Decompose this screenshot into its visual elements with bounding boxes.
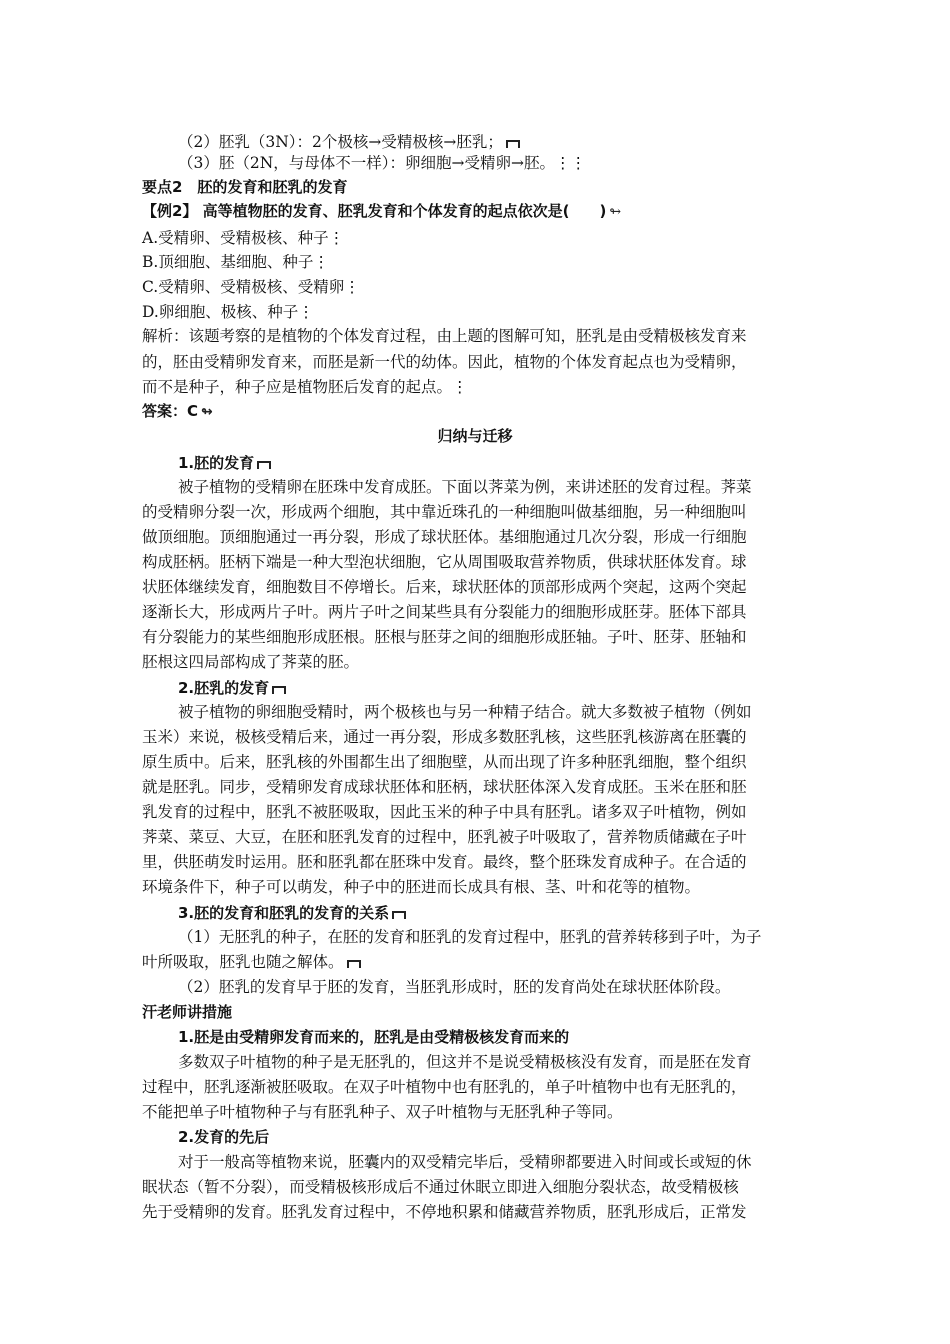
bracket-mark-icon — [257, 461, 271, 469]
answer-line: 答案：C ↬ — [142, 402, 213, 420]
swirl-mark-icon: ↬ — [201, 404, 213, 420]
paragraph-line: 被子植物的受精卵在胚珠中发育成胚。下面以荠菜为例，来讲述胚的发育过程。荠菜 — [178, 478, 752, 496]
paragraph-line: 多数双子叶植物的种子是无胚乳的，但这并不是说受精极核没有发育，而是胚在发育 — [178, 1053, 752, 1071]
text-line: （3）胚（2N，与母体不一样）：卵细胞→受精卵→胚。⋮⋮ — [178, 154, 587, 172]
option-d: D.卵细胞、极核、种子⋮ — [142, 303, 314, 321]
text-line: 的，胚由受精卵发育来，而胚是新一代的幼体。因此，植物的个体发育起点也为受精卵， — [142, 353, 747, 371]
option-c: C.受精卵、受精极核、受精卵⋮ — [142, 278, 360, 296]
example-question: 【例2】 高等植物胚的发育、胚乳发育和个体发育的起点依次是( ) ↬ — [142, 202, 622, 220]
paragraph-line: 的受精卵分裂一次，形成两个细胞，其中靠近珠孔的一种细胞叫做基细胞，另一种细胞叫 — [142, 503, 747, 521]
paragraph-line: 做顶细胞。顶细胞通过一再分裂，形成了球状胚体。基细胞通过几次分裂，形成一行细胞 — [142, 528, 747, 546]
subheading: 1.胚是由受精卵发育而来的，胚乳是由受精极核发育而来的 — [178, 1028, 570, 1046]
paragraph-line: 先于受精卵的发育。胚乳发育过程中，不停地积累和储藏营养物质，胚乳形成后，正常发 — [142, 1203, 747, 1221]
paragraph-line: 状胚体继续发育，细胞数目不停增长。后来，球状胚体的顶部形成两个突起，这两个突起 — [142, 578, 747, 596]
paragraph-line: 逐渐长大，形成两片子叶。两片子叶之间某些具有分裂能力的细胞形成胚芽。胚体下部具 — [142, 603, 747, 621]
paragraph-line: （1）无胚乳的种子，在胚的发育和胚乳的发育过程中，胚乳的营养转移到子叶，为子 — [178, 928, 762, 946]
paragraph-line: 里，供胚萌发时运用。胚和胚乳都在胚珠中发育。最终，整个胚珠发育成种子。在合适的 — [142, 853, 747, 871]
paragraph-line: 被子植物的卵细胞受精时，两个极核也与另一种精子结合。就大多数被子植物（例如 — [178, 703, 752, 721]
paragraph-line: 乳发育的过程中，胚乳不被胚吸取，因此玉米的种子中具有胚乳。诸多双子叶植物，例如 — [142, 803, 747, 821]
paragraph-line: 构成胚柄。胚柄下端是一种大型泡状细胞，它从周围吸取营养物质，供球状胚体发育。球 — [142, 553, 747, 571]
text-line: （2）胚乳（3N）：2个极核→受精极核→胚乳； — [178, 132, 520, 152]
paragraph-line: 胚根这四局部构成了荠菜的胚。 — [142, 653, 360, 671]
swirl-mark-icon: ↬ — [609, 204, 622, 220]
bracket-mark-icon — [272, 686, 286, 694]
option-b: B.顶细胞、基细胞、种子⋮ — [142, 253, 329, 271]
paragraph-line: 眠状态（暂不分裂），而受精极核形成后不通过休眠立即进入细胞分裂状态，故受精极核 — [142, 1178, 739, 1196]
paragraph-line: 环境条件下，种子可以萌发，种子中的胚进而长成具有根、茎、叶和花等的植物。 — [142, 878, 701, 896]
text-line: 而不是种子，种子应是植物胚后发育的起点。⋮ — [142, 378, 468, 396]
section-heading: 要点2 胚的发育和胚乳的发育 — [142, 178, 348, 196]
paragraph-line: 就是胚乳。同步，受精卵发育成球状胚体和胚柄，球状胚体深入发育成胚。玉米在胚和胚 — [142, 778, 747, 796]
paragraph-line: 叶所吸取，胚乳也随之解体。 — [142, 952, 361, 972]
paragraph-line: 荠菜、菜豆、大豆，在胚和胚乳发育的过程中，胚乳被子叶吸取了，营养物质储藏在子叶 — [142, 828, 747, 846]
paragraph-line: 过程中，胚乳逐渐被胚吸取。在双子叶植物中也有胚乳的，单子叶植物中也有无胚乳的， — [142, 1078, 747, 1096]
subheading: 2.发育的先后 — [178, 1128, 270, 1146]
subheading: 3.胚的发育和胚乳的发育的关系 — [178, 903, 406, 923]
paragraph-line: 对于一般高等植物来说，胚囊内的双受精完毕后，受精卵都要进入时间或长或短的休 — [178, 1153, 752, 1171]
bracket-mark-icon — [392, 911, 406, 919]
subheading: 2.胚乳的发育 — [178, 678, 286, 698]
paragraph-line: 有分裂能力的某些细胞形成胚根。胚根与胚芽之间的细胞形成胚轴。子叶、胚芽、胚轴和 — [142, 628, 747, 646]
section-heading: 汗老师讲措施 — [142, 1003, 233, 1021]
analysis-line: 解析：该题考察的是植物的个体发育过程，由上题的图解可知，胚乳是由受精极核发育来 — [142, 327, 747, 345]
bracket-mark-icon — [506, 140, 520, 148]
section-title: 归纳与迁移 — [437, 427, 513, 445]
subheading: 1.胚的发育 — [178, 453, 271, 473]
option-a: A.受精卵、受精极核、种子⋮ — [142, 229, 345, 247]
paragraph-line: 不能把单子叶植物种子与有胚乳种子、双子叶植物与无胚乳种子等同。 — [142, 1103, 623, 1121]
paragraph-line: 原生质中。后来，胚乳核的外围都生出了细胞壁，从而出现了许多种胚乳细胞，整个组织 — [142, 753, 747, 771]
paragraph-line: （2）胚乳的发育早于胚的发育，当胚乳形成时，胚的发育尚处在球状胚体阶段。 — [178, 978, 731, 996]
bracket-mark-icon — [347, 960, 361, 968]
paragraph-line: 玉米）来说，极核受精后来，通过一再分裂，形成多数胚乳核，这些胚乳核游离在胚囊的 — [142, 728, 747, 746]
